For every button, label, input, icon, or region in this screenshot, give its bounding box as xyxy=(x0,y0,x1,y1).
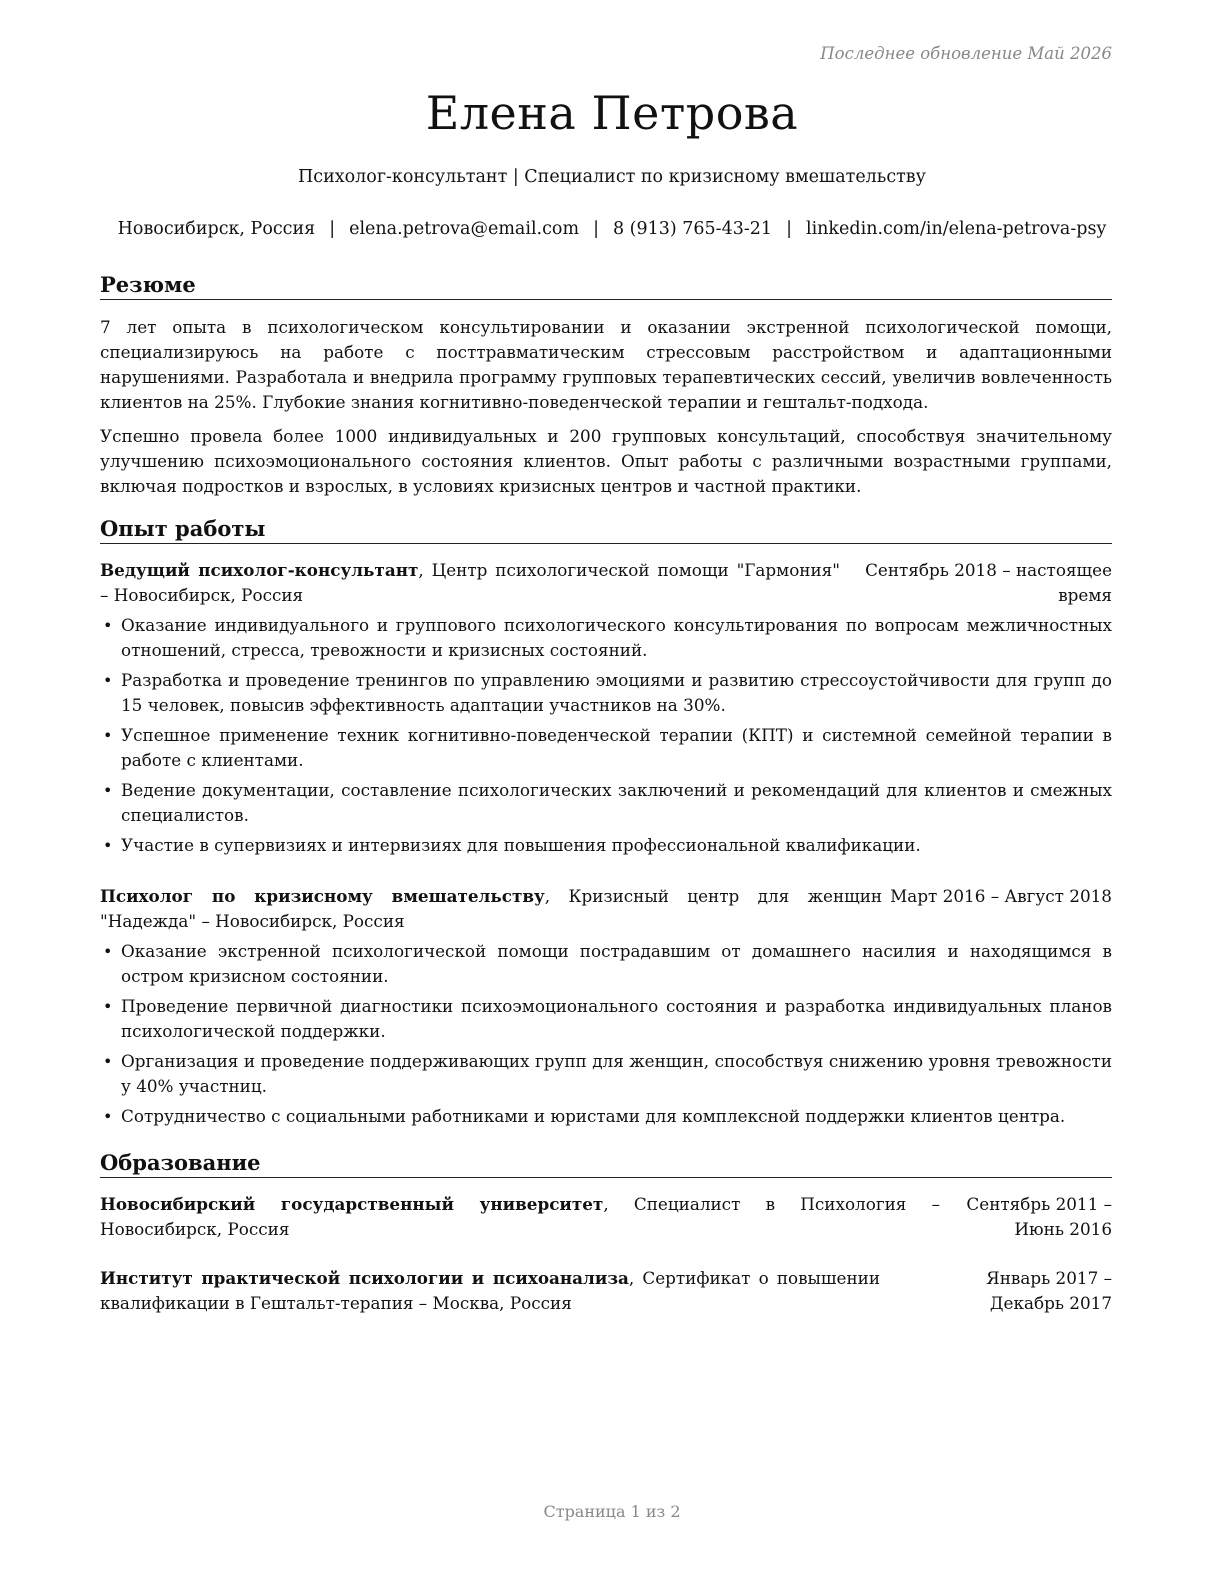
education-entry xyxy=(100,1192,1112,1242)
section-title-summary: Резюме xyxy=(100,272,1112,300)
job-title-line xyxy=(100,558,840,608)
job-entry xyxy=(100,558,1112,863)
job-bullet: • Ведение документации, составление психологических заключений и рекомендаций для клиентов и смежных специалистов. xyxy=(100,778,1112,828)
candidate-name: Елена Петрова xyxy=(425,86,799,140)
job-bullet: • Сотрудничество с социальными работниками и юристами для комплексной поддержки клиентов центра. xyxy=(100,1104,1112,1129)
education-school: Новосибирский государственный университет xyxy=(100,1194,604,1214)
job-header xyxy=(100,884,1112,934)
contact-city: Новосибирск, Россия xyxy=(117,219,316,239)
job-role: Психолог по кризисному вмешательству xyxy=(100,886,545,906)
contact-linkedin[interactable]: linkedin.com/in/elena-petrova-psy xyxy=(805,219,1107,239)
summary-paragraph: 7 лет опыта в психологическом консультировании и оказании экстренной психологической помощи, специализируюсь на работе с посттравматическим стрессовым расстройством и адаптационными нарушениями. Разработала и внедрила программу групповых терапевтических сессий, увеличив вовлеченность клиентов на 25%. Глубокие знания когнитивно-поведенческой терапии и гештальт-подхода. xyxy=(100,317,1112,412)
contact-line xyxy=(0,219,1224,239)
last-updated: Последнее обновление Май 2026 xyxy=(820,44,1112,63)
job-title-line xyxy=(100,884,882,934)
education-header xyxy=(100,1192,1112,1242)
education-title-line xyxy=(100,1266,880,1316)
job-bullet: • Участие в супервизиях и интервизиях для повышения профессиональной квалификации. xyxy=(100,833,1112,858)
contact-phone: 8 (913) 765-43-21 xyxy=(612,219,773,239)
job-entry xyxy=(100,884,1112,1134)
job-dates: Март 2016 – Август 2018 xyxy=(890,886,1112,906)
section-title-experience: Опыт работы xyxy=(100,516,1112,544)
education-title-line xyxy=(100,1192,940,1242)
job-bullet: • Оказание экстренной психологической помощи пострадавшим от домашнего насилия и находящимся в остром кризисном состоянии. xyxy=(100,939,1112,989)
job-bullet: • Разработка и проведение тренингов по управлению эмоциями и развитию стрессоустойчивости для групп до 15 человек, повысив эффективность адаптации участников на 30%. xyxy=(100,668,1112,718)
education-school: Институт практической психологии и психоанализа xyxy=(100,1268,629,1288)
education-header xyxy=(100,1266,1112,1316)
education-details: , Специалист в Психология – Новосибирск, Россия xyxy=(100,1194,940,1239)
education-details: , Сертификат о повышении квалификации в Гештальт-терапия – Москва, Россия xyxy=(100,1268,881,1313)
job-bullet-list xyxy=(100,939,1112,1129)
job-bullet: • Оказание индивидуального и группового психологического консультирования по вопросам межличностных отношений, стресса, тревожности и кризисных состояний. xyxy=(100,613,1112,663)
job-bullet-list xyxy=(100,613,1112,858)
job-details: , Центр психологической помощи "Гармония" – Новосибирск, Россия xyxy=(100,560,840,605)
job-details: , Кризисный центр для женщин "Надежда" – Новосибирск, Россия xyxy=(100,886,883,931)
education-dates: Январь 2017 – Декабрь 2017 xyxy=(986,1268,1112,1313)
summary-paragraph: Успешно провела более 1000 индивидуальных и 200 групповых консультаций, способствуя значительному улучшению психоэмоционального состояния клиентов. Опыт работы с различными возрастными группами, включая подростков и взрослых, в условиях кризисных центров и частной практики. xyxy=(100,426,1112,496)
job-bullet: • Успешное применение техник когнитивно-поведенческой терапии (КПТ) и системной семейной терапии в работе с клиентами. xyxy=(100,723,1112,773)
education-entry xyxy=(100,1266,1112,1316)
page-number: Страница 1 из 2 xyxy=(543,1502,681,1521)
job-role: Ведущий психолог-консультант xyxy=(100,560,419,580)
job-dates: Сентябрь 2018 – настоящее время xyxy=(865,560,1112,605)
job-bullet: • Проведение первичной диагностики психоэмоционального состояния и разработка индивидуальных планов психологической поддержки. xyxy=(100,994,1112,1044)
job-bullet: • Организация и проведение поддерживающих групп для женщин, способствуя снижению уровня тревожности у 40% участниц. xyxy=(100,1049,1112,1099)
contact-separator: | xyxy=(786,219,792,239)
contact-email[interactable]: elena.petrova@email.com xyxy=(349,219,580,239)
candidate-subtitle: Психолог-консультант | Специалист по кризисному вмешательству xyxy=(298,167,926,187)
section-title-education: Образование xyxy=(100,1150,1112,1178)
contact-separator: | xyxy=(329,219,336,239)
education-dates: Сентябрь 2011 – Июнь 2016 xyxy=(966,1194,1112,1239)
job-header xyxy=(100,558,1112,608)
contact-separator: | xyxy=(593,219,599,239)
